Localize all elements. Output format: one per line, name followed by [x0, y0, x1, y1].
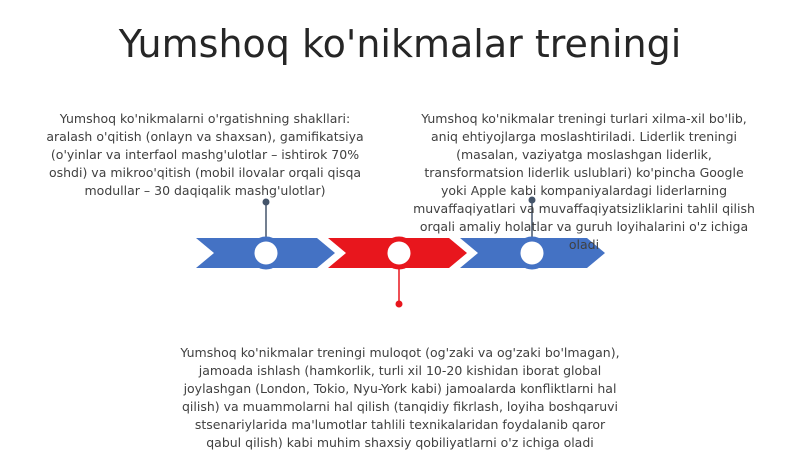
milestone-1-marker: [252, 239, 280, 267]
slide-title: Yumshoq ko'nikmalar treningi: [118, 22, 682, 66]
milestone-1-text: Yumshoq ko'nikmalarni o'rgatishning shakllari: aralash o'qitish (onlayn va shaxsan), gamifikatsiya (o'yinlar va interfaol mashg'ulotlar – ishtirok 70% oshdi) va mikroo'qitish (mobil ilovalar orqali qisqa modullar – 30 daqiqalik mashg'ulotlar): [46, 111, 364, 198]
milestone-2-connector-dot: [396, 301, 403, 308]
milestone-3-text: Yumshoq ko'nikmalar treningi turlari xilma-xil bo'lib, aniq ehtiyojlarga moslashtiriladi. Liderlik treningi (masalan, vaziyatga moslashgan liderlik, transformatsion liderlik uslublari) ko'pincha Google yoki Apple kabi kompaniyalardagi liderlarning muvaffaqiyatlari va muvaffaqiyatsizliklarini tahlil qilish orqali amaliy holatlar va guruh loyihalarini o'z ichiga oladi: [413, 111, 755, 252]
milestone-2-text: Yumshoq ko'nikmalar treningi muloqot (og'zaki va og'zaki bo'lmagan), jamoada ishlash (hamkorlik, turli xil 10-20 kishidan iborat global joylashgan (London, Tokio, Nyu-York kabi) jamoalarda konfliktlarni hal qilish) va muammolarni hal qilish (tanqidiy fikrlash, loyiha boshqaruvi stsenariylarida ma'lumotlar tahlili texnikalaridan foydalanib qaror qabul qilish) kabi muhim shaxsiy qobiliyatlarni o'z ichiga oladi: [180, 345, 620, 450]
milestone-2-marker: [385, 239, 413, 267]
